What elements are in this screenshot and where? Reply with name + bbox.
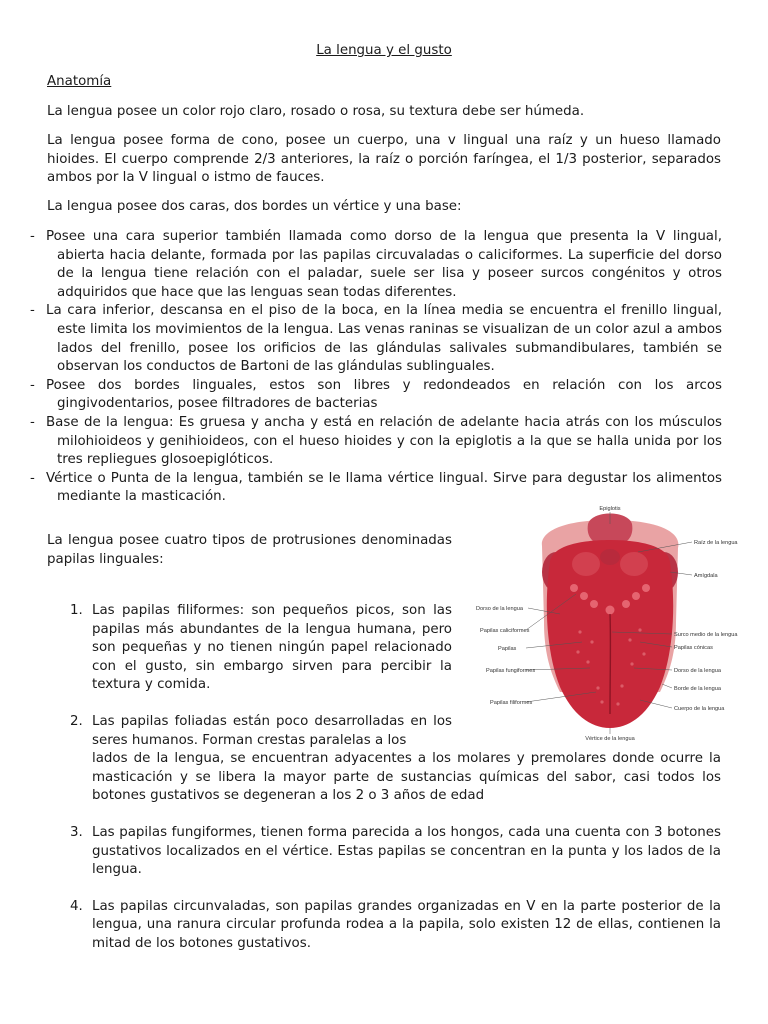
label-dorso-left: Dorso de la lengua: [476, 606, 523, 612]
tongue-illustration: [470, 502, 750, 744]
bullet-item: [30, 377, 722, 414]
list-text: Las papilas circunvaladas, son papilas grandes organizadas en V en la parte posterior de la lengua, una ranura circular profunda rodea a la papila, solo existen 12 de ellas, contienen la mitad de los botones gustativos.: [92, 898, 721, 951]
bullet-text: Base de la lengua: Es gruesa y ancha y está en relación de adelante hacia atrás con los músculos milohioideos y genihioideos, con el hueso hioides y con la epiglotis a la que se halla unida por los tres repliegues glosoepiglóticos.: [46, 414, 722, 468]
root-lump-shape: [620, 552, 648, 576]
bullet-text: Vértice o Punta de la lengua, también se le llama vértice lingual. Sirve para degustar los alimentos mediante la masticación.: [46, 470, 722, 505]
list-number: 1.: [70, 603, 83, 618]
bullet-marker: -: [30, 470, 35, 486]
root-lump-shape: [572, 552, 600, 576]
label-dorso-right: Dorso de la lengua: [674, 668, 721, 674]
bullet-marker: -: [30, 229, 35, 244]
label-epiglotis: Epiglotis: [599, 506, 621, 512]
label-caliciformes: Papilas caliciformes: [480, 628, 530, 634]
list-number: 4.: [70, 898, 83, 914]
list-item: [47, 824, 721, 880]
paragraph-forma: La lengua posee forma de cono, posee un cuerpo, una v lingual una raíz y un hueso llamado hioides. El cuerpo comprende 2/3 anteriores, la raíz o porción faríngea, el 1/3 posterior, separados ambos por la V lingual o istmo de fauces.: [47, 133, 721, 186]
list-text: Las papilas filiformes: son pequeños picos, son las papilas más abundantes de la lengua humana, pero son pequeñas y no tienen ningún papel relacionado con el gusto, sin embargo sirven para percibir la textura y comida.: [92, 603, 452, 693]
list-text-part-a: Las papilas foliadas están poco desarrolladas en los seres humanos. Forman crestas paralelas a los: [92, 713, 452, 748]
papilas-intro: La lengua posee cuatro tipos de protrusiones denominadas papilas linguales:: [47, 533, 452, 567]
label-borde: Borde de la lengua: [674, 686, 721, 692]
bullet-text: Posee dos bordes linguales, estos son libres y redondeados en relación con los arcos gingivodentarios, posee filtradores de bacterias: [46, 377, 722, 412]
label-conicas: Papilas cónicas: [674, 645, 713, 651]
bullet-item: [30, 302, 722, 376]
label-raiz: Raíz de la lengua: [694, 540, 738, 546]
label-surco: Surco medio de la lengua: [674, 632, 738, 638]
list-text-part-b: lados de la lengua, se encuentran adyacentes a los molares y premolares donde ocurre la masticación y se libera la mayor parte de sustancias químicas del sabor, casi todos los botones gustativos se degeneran a los 2 o 3 años de edad: [92, 751, 721, 804]
list-item: [47, 898, 721, 954]
label-cuerpo: Cuerpo de la lengua: [674, 706, 725, 712]
bullet-marker: -: [30, 377, 35, 393]
bullet-text: La cara inferior, descansa en el piso de la boca, en la línea media se encuentra el frenillo lingual, este limita los movimientos de la lengua. Las venas raninas se visualizan de un color azul a ambos lados del frenillo, posee los orificios de las glándulas salivales submandibulares, también se observan los conductos de Bartoni de las glándulas sublinguales.: [46, 303, 722, 375]
document-title: La lengua y el gusto: [316, 43, 452, 58]
section-heading: Anatomía: [47, 74, 112, 89]
label-amigdala: Amígdala: [694, 573, 718, 579]
paragraph-caras: La lengua posee dos caras, dos bordes un vértice y una base:: [47, 199, 462, 214]
bullet-marker: -: [30, 303, 35, 319]
bullet-list: [30, 228, 722, 507]
label-vertice: Vértice de la lengua: [585, 736, 635, 742]
label-fungiformes: Papilas fungiformes: [486, 668, 536, 674]
bullet-text: Posee una cara superior también llamada como dorso de la lengua que presenta la V lingual, abierta hacia delante, formada por las papilas circuvaladas o caliciformes. La superficie del dorso de la lengua tiene relación con el paladar, suele ser lisa y poseer surcos congénitos y otros adquiridos que hace que las lenguas sean todas diferentes.: [46, 229, 722, 300]
list-text: Las papilas fungiformes, tienen forma parecida a los hongos, cada una cuenta con 3 botones gustativos localizados en el vértice. Estas papilas se concentran en la punta y los lados de la lengua.: [92, 824, 721, 878]
root-lump-shape: [600, 549, 620, 565]
list-number: 2.: [70, 713, 83, 729]
bullet-marker: -: [30, 414, 35, 430]
paragraph-color: La lengua posee un color rojo claro, rosado o rosa, su textura debe ser húmeda.: [47, 104, 585, 119]
bullet-item: [30, 414, 722, 470]
list-number: 3.: [70, 824, 83, 840]
label-papilas: Papilas: [498, 646, 517, 652]
label-filiformes: Papilas filiformes: [490, 700, 533, 706]
bullet-item: [30, 228, 722, 302]
tongue-anatomy-figure: [470, 502, 750, 744]
